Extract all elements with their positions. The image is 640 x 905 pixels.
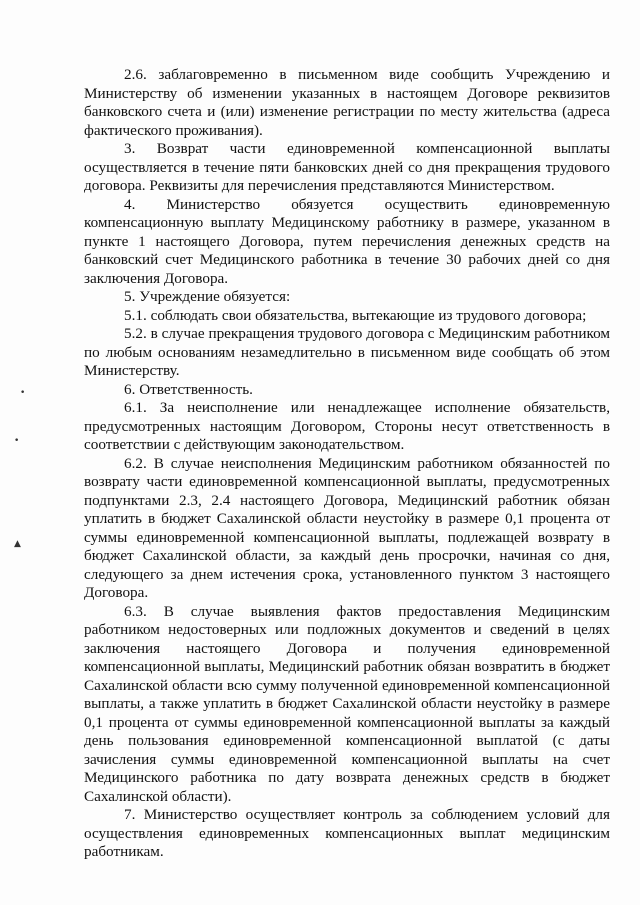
paragraph-2-6: 2.6. заблаговременно в письменном виде сообщить Учреждению и Министерству об изменении указанных в настоящем Договоре реквизитов банковского счета и (или) изменение регистрации по месту жительства (адреса фактического проживания). bbox=[84, 66, 610, 139]
paragraph-6: 6. Ответственность. bbox=[124, 380, 253, 398]
paragraph-5: 5. Учреждение обязуется: bbox=[124, 288, 291, 305]
paragraph-6-2: 6.2. В случае неисполнения Медицинским работником обязанностей по возврату части единовременной компенсационной выплаты, предусмотренных подпунктами 2.3, 2.4 настоящего Договора, Медицинский работник обязан уплатить в бюджет Сахалинской области неустойку в размере 0,1 процента от суммы единовременной компенсационной выплаты, подлежащей возврату в бюджет Сахалинской области, за каждый день просрочки, начиная со дня, следующего за днем истечения срока, установленного пунктом 3 настоящего Договора. bbox=[84, 454, 610, 601]
scan-speck-mark: ▲ bbox=[14, 539, 21, 549]
paragraph-4: 4. Министерство обязуется осуществить единовременную компенсационную выплату Медицинскому работнику в размере, указанном в пункте 1 настоящего Договора, путем перечисления денежных средств на банковский счет Медицинского работника в течение 30 рабочих дней со дня заключения Договора. bbox=[84, 195, 610, 287]
paragraph-3: 3. Возврат части единовременной компенсационной выплаты осуществляется в течение пяти банковских дней со дня прекращения трудового договора. Реквизиты для перечисления представляются Министерством. bbox=[84, 140, 610, 194]
paragraph-6-3: 6.3. В случае выявления фактов предоставления Медицинским работником недостоверных или подложных документов и сведений в целях заключения настоящего Договора и получения единовременной компенсационной выплаты, Медицинский работник обязан возвратить в бюджет Сахалинской области всю сумму полученной единовременной компенсационной выплаты, а также уплатить в бюджет Сахалинской области неустойку в размере 0,1 процента от суммы единовременной компенсационной выплаты за каждый день пользования единовременной компенсационной выплатой (с даты зачисления суммы единовременной компенсационной выплаты на счет Медицинского работника по дату возврата денежных средств в бюджет Сахалинской области). bbox=[84, 602, 610, 805]
paragraph-7: 7. Министерство осуществляет контроль за соблюдением условий для осуществления единовременных компенсационных выплат медицинским работникам. bbox=[84, 806, 610, 860]
paragraph-5-1: 5.1. соблюдать свои обязательства, вытекающие из трудового договора; bbox=[124, 306, 587, 324]
paragraph-5-2: 5.2. в случае прекращения трудового договора с Медицинским работником по любым основаниям незамедлительно в письменном виде сообщать об этом Министерству. bbox=[84, 325, 610, 379]
scan-speck-mark: • bbox=[14, 436, 20, 446]
document-body bbox=[84, 66, 610, 862]
scan-speck-mark: • bbox=[20, 388, 26, 398]
paragraph-6-1: 6.1. За неисполнение или ненадлежащее исполнение обязательств, предусмотренных настоящим Договором, Стороны несут ответственность в соответствии с действующим законодательством. bbox=[84, 399, 610, 453]
